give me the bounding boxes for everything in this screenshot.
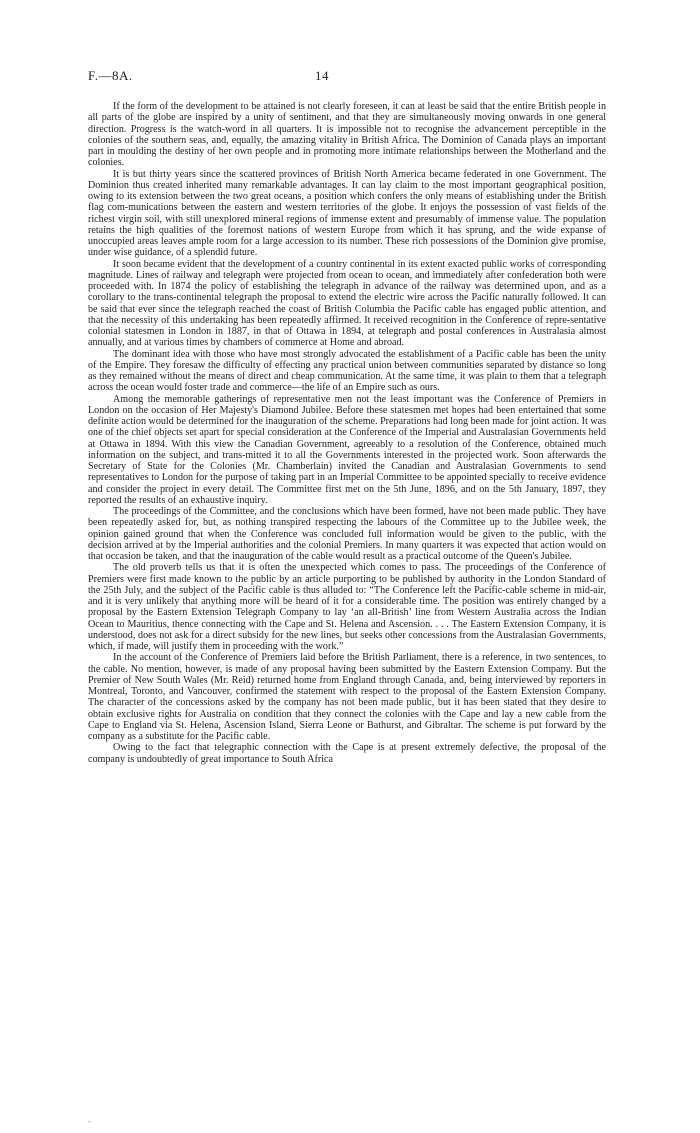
paragraph: It is but thirty years since the scattered provinces of British North America became federated in one Government. The Dominion thus created inherited many remarkable advantages. It can lay claim to the most important geographical position, owing to its extension between the two great oceans, a position which confers the only means of establishing under the British flag com-munications between the eastern and western territories of the globe. It enjoys the possession of vast fields of the richest virgin soil, with still unexplored mineral regions of immense extent and presumably of immense value. The population retains the high qualities of the foremost nations of western Europe from which it has sprung, and the wide expanse of unoccupied areas leaves ample room for a large accession to its number. These rich possessions of the Dominion give promise, under wise guidance, of a splendid future. — [88, 168, 606, 259]
paragraph: The proceedings of the Committee, and the conclusions which have been formed, have not been made public. They have been repeatedly asked for, but, as nothing transpired respecting the labours of the Committee up to the Jubilee week, the opinion gained ground that when the Conference was concluded full information would be given to the public, with the decision arrived at by the Imperial authorities and the colonial Premiers. In many quarters it was expected that action would on that occasion be taken, and that the inauguration of the cable would result as a practical outcome of the Queen's Jubilee. — [88, 506, 606, 562]
paragraph: Among the memorable gatherings of representative men not the least important was the Conference of Premiers in London on the occasion of Her Majesty's Diamond Jubilee. Before these statesmen met hopes had been entertained that some definite action would be determined for the inauguration of the scheme. Preparations had long been made for joint action. It was one of the chief objects set apart for special consideration at the Conference of the Imperial and Australasian Governments held at Ottawa in 1894. With this view the Canadian Government, agreeably to a resolution of the Conference, obtained much information on the subject, and trans-mitted it to all the Governments interested in the projected work. Soon afterwards the Secretary of State for the Colonies (Mr. Chamberlain) invited the Canadian and Australasian Governments to send representatives to London for the purpose of taking part in an Imperial Committee to be appointed specially to receive evidence and consider the project in every detail. The Committee first met on the 5th June, 1896, and on the 5th January, 1897, they reported the results of an exhaustive inquiry. — [88, 393, 606, 506]
paragraph: The dominant idea with those who have most strongly advocated the establishment of a Pacific cable has been the unity of the Empire. They foresaw the difficulty of effecting any practical union between communities separated by distance so long as they remained without the means of direct and cheap communication. At the same time, it was plain to them that a telegraph across the ocean would foster trade and commerce—the life of an Empire such as ours. — [88, 348, 606, 394]
footer-mark: - — [88, 1117, 91, 1126]
page-number: 14 — [315, 68, 329, 83]
body-text — [88, 101, 606, 765]
page-header — [88, 68, 604, 84]
paragraph: Owing to the fact that telegraphic connection with the Cape is at present extremely defective, the proposal of the company is undoubtedly of great importance to South Africa — [88, 742, 606, 765]
paragraph: It soon became evident that the development of a country continental in its extent exacted public works of corresponding magnitude. Lines of railway and telegraph were projected from ocean to ocean, and immediately after confederation both were proceeded with. In 1874 the policy of establishing the telegraph in advance of the railway was determined upon, and as a corollary to the trans-continental telegraph the proposal to extend the electric wire across the Pacific naturally followed. It can be said that ever since the telegraph reached the coast of British Columbia the Pacific cable has engaged public attention, and that the necessity of this undertaking has been repeatedly affirmed. It received recognition in the Conference of repre-sentative colonial statesmen in London in 1887, in that of Ottawa in 1894, at telegraph and postal conferences in Australasia almost annually, and at various times by chambers of commerce at Home and abroad. — [88, 258, 606, 349]
paragraph: In the account of the Conference of Premiers laid before the British Parliament, there is a reference, in two sentences, to the cable. No mention, however, is made of any proposal having been submitted by the Eastern Extension Company. But the Premier of New South Wales (Mr. Reid) returned home from England through Canada, and, being interviewed by reporters in Montreal, Toronto, and Vancouver, confirmed the statement with respect to the proposal of the Eastern Extension Company. The character of the concessions asked by the company has not been made public, but it has been stated that they desire to obtain exclusive rights for Australia on condition that they connect the colonies with the Cape and lay a new cable from the Cape to England via St. Helena, Ascension Island, Sierra Leone or Bathurst, and Gibraltar. The scheme is put forward by the company as a substitute for the Pacific cable. — [88, 652, 606, 742]
paragraph: If the form of the development to be attained is not clearly foreseen, it can at least be said that the entire British people in all parts of the globe are inspired by a unity of sentiment, and that they are simultaneously moving onwards in one general direction. Progress is the watch-word in all quarters. It is impossible not to recognise the advancement perceptible in the colonies of the southern seas, and, equally, the amazing vitality in British Africa. The Dominion of Canada plays an important part in moulding the destiny of her own people and in promoting more intimate relationships between the Motherland and the colonies. — [88, 101, 606, 169]
paragraph: The old proverb tells us that it is often the unexpected which comes to pass. The proceedings of the Conference of Premiers were first made known to the public by an article purporting to be published by authority in the London Standard of the 25th July, and the subject of the Pacific cable is thus alluded to: “The Conference left the Pacific-cable scheme in mid-air, and it is very unlikely that anything more will be heard of it for a considerable time. The position was entirely changed by a proposal by the Eastern Extension Telegraph Company to lay ‘an all-British’ line from Western Australia across the Indian Ocean to Mauritius, thence connecting with the Cape and St. Helena and Ascension. . . . The Eastern Extension Company, it is understood, does not ask for a direct subsidy for the new lines, but seeks other concessions from the Australasian Governments, which, if made, will justify them in proceeding with the work.” — [88, 562, 606, 652]
document-reference: F.—8A. — [88, 68, 133, 83]
